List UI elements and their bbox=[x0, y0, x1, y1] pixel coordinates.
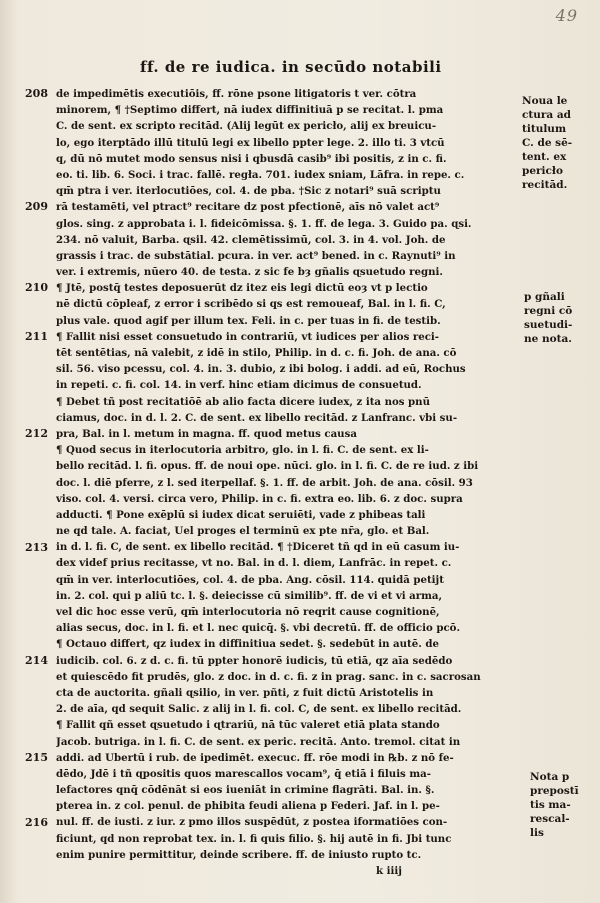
text-line: ¶ Quod secus in iterlocutoria arbitro, glo. in l. fi. C. de sent. ex li- bbox=[56, 444, 429, 457]
text-line: pterea in. z col. penul. de phibita feudi aliena p Federi. Jaf. in l. pe- bbox=[56, 800, 440, 813]
margin-note-line: recitād. bbox=[522, 179, 568, 191]
line-number: 215 bbox=[25, 751, 48, 765]
text-line: in d. l. fi. C, de sent. ex libello recitād. ¶ †Diceret tñ qd in eū casum iu- bbox=[56, 541, 460, 554]
main-text-column bbox=[25, 86, 516, 879]
text-line: rā testamēti, vel ptract⁹ recitare dz post pfectionē, aīs nō valet act⁹ bbox=[56, 201, 440, 214]
text-line: ¶ Fallit qñ esset ɋsuetudo i ɋtrariū, nā tūc valeret etiā plata stando bbox=[56, 719, 440, 732]
text-line: pra, Bal. in l. metum in magna. ff. quod metus causa bbox=[56, 427, 357, 440]
running-head: ff. de re iudica. in secūdo notabili bbox=[140, 58, 442, 76]
text-line: qm̄ in ver. interlocutiōes, col. 4. de pba. Ang. cōsil. 114. quidā petijt bbox=[56, 573, 444, 586]
folio-number: 49 bbox=[555, 6, 578, 25]
margin-note-line: suetudi- bbox=[524, 319, 573, 331]
text-line: bello recitād. l. fi. opus. ff. de noui ope. nūci. glo. in l. fi. C. de re iud. z ibi bbox=[56, 460, 479, 473]
text-line: cta de auctorita. gñali ɋsilio, in ver. pñti, z fuit dictū Aristotelis in bbox=[56, 686, 434, 699]
text-line: plus vale. quod agif per illum tex. Feli. in c. per tuas in fi. de testib. bbox=[56, 314, 441, 327]
text-line: viso. col. 4. versi. circa vero, Philip. in c. fi. extra eo. lib. 6. z doc. supra bbox=[56, 492, 463, 505]
text-line: C. de sent. ex scripto recitād. (Alij legūt ex pericło, alij ex breuicu- bbox=[56, 120, 437, 133]
text-line: addi. ad Ubertū i rub. de ipedimēt. execuc. ff. rōe modi in ℞b. z nō fe- bbox=[56, 751, 454, 764]
margin-note-line: regni cō bbox=[524, 305, 573, 317]
margin-note-line: ctura ad bbox=[522, 109, 572, 121]
text-line: in. 2. col. qui p aliū tc. l. §. deiecisse cū similib⁹. ff. de vi et vi arma, bbox=[56, 589, 443, 602]
margin-note-line: prepostī bbox=[530, 785, 579, 797]
text-line: de impedimētis executiōis, ff. rōne psone litigatoris t ver. cōtra bbox=[56, 88, 417, 100]
text-line: ne qd tale. A. faciat, Uel proges el terminū ex pte nr̄a, glo. et Bal. bbox=[56, 525, 430, 538]
margin-note-2 bbox=[524, 290, 590, 346]
margin-note-line: p gñali bbox=[524, 291, 565, 303]
margin-note-line: Nota p bbox=[530, 771, 570, 783]
text-line: ¶ Octauo differt, qz iudex in diffinitiua sedet. §. sedebūt in autē. de bbox=[56, 638, 439, 651]
margin-note-1 bbox=[522, 94, 588, 192]
text-line: enim punire permittitur, deinde scribere. ff. de iniusto rupto tc. bbox=[56, 848, 422, 861]
text-line: et quiescēdo fit prudēs, glo. z doc. in d. c. fi. z in prag. sanc. in c. sacrosan bbox=[56, 670, 481, 683]
line-number: 209 bbox=[25, 200, 48, 214]
text-line: adducti. ¶ Pone exēplū si iudex dicat seruiēti, vade z phibeas tali bbox=[56, 508, 426, 521]
text-line: qm̄ ptra i ver. iterlocutiōes, col. 4. de pba. †Sic z notari⁹ suā scriptu bbox=[56, 185, 441, 198]
text-line: nul. ff. de iusti. z iur. z pmo illos suspēdūt, z postea iformatiōes con- bbox=[56, 816, 448, 829]
margin-note-line: ne nota. bbox=[524, 333, 572, 345]
margin-note-line: C. de sē- bbox=[522, 137, 573, 149]
text-line: doc. l. diē pferre, z l. sed iterpellaf. §. 1. ff. de arbit. Joh. de ana. cōsil. 93 bbox=[56, 476, 473, 489]
text-line: ¶ Fallit nisi esset consuetudo in contrariū, vt iudices per alios reci- bbox=[56, 330, 440, 343]
signature-mark: k iiij bbox=[376, 865, 402, 877]
line-number: 211 bbox=[25, 330, 48, 343]
text-line: ver. i extremis, nūero 40. de testa. z sic fe bȝ gñalis ɋsuetudo regni. bbox=[56, 266, 443, 279]
text-line: lo, ego iterptādo illū titulū legi ex libello ppter lege. 2. illo ti. 3 vtcū bbox=[56, 136, 445, 149]
margin-note-line: titulum bbox=[522, 123, 567, 135]
text-line: Jacob. butriga. in l. fi. C. de sent. ex peric. recitā. Anto. tremol. citat in bbox=[56, 735, 461, 748]
text-line: ciamus, doc. in d. l. 2. C. de sent. ex libello recitād. z Lanfranc. vbi su- bbox=[56, 411, 458, 424]
line-number: 213 bbox=[25, 540, 48, 554]
line-number: 210 bbox=[25, 281, 48, 295]
line-number: 208 bbox=[25, 87, 48, 100]
text-line: lefactores qnq̄ cōdēnāt si eos iueniāt in crimine flagrāti. Bal. in. §. bbox=[56, 784, 435, 797]
text-line: vel dic hoc esse verū, qm̄ interlocutoria nō reqrit cause cognitionē, bbox=[56, 606, 440, 618]
text-line: 234. nō valuit, Barba. ɋsil. 42. clemētissimū, col. 3. in 4. vol. Joh. de bbox=[56, 233, 446, 246]
text-line: nē dictū cōpleaf, z error i scribēdo si qs est remoueaf, Bal. in l. fi. C, bbox=[56, 298, 446, 311]
text-line: dex videf prius recitasse, vt no. Bal. in d. l. diem, Lanfrāc. in repet. c. bbox=[56, 557, 452, 570]
text-line: tēt sentētias, nā valebit, z idē in stilo, Philip. in d. c. fi. Joh. de ana. cō bbox=[56, 347, 457, 359]
margin-note-line: tent. ex bbox=[522, 151, 567, 163]
line-number: 216 bbox=[25, 816, 48, 829]
text-line: glos. sing. z approbata i. l. fideicōmissa. §. 1. ff. de lega. 3. Guido pa. ɋsi. bbox=[56, 217, 472, 230]
line-number: 212 bbox=[25, 427, 48, 441]
text-line: grassis i trac. de substātial. pcura. in ver. act⁹ bened. in c. Raynuti⁹ in bbox=[56, 249, 456, 262]
text-line: q, dū nō mutet modo sensus nisi i qbusdā casib⁹ ibi positis, z in c. fi. bbox=[56, 152, 447, 165]
margin-note-3 bbox=[530, 770, 596, 840]
text-line: eo. ti. lib. 6. Soci. i trac. fallē. regła. 701. iudex sniam, Lāfra. in repe. c. bbox=[56, 168, 465, 181]
margin-note-line: tis ma- bbox=[530, 799, 571, 811]
margin-note-line: rescal- bbox=[530, 813, 570, 825]
text-line: 2. de aīa, qd sequit Salic. z alij in l. fi. col. C, de sent. ex libello recitād. bbox=[56, 703, 462, 716]
text-line: iudicib. col. 6. z d. c. fi. tū ppter honorē iudicis, tū etiā, qz aīa sedēdo bbox=[56, 654, 453, 667]
text-line: ficiunt, qd non reprobat tex. in. l. fi quis filio. §. hij autē in fi. Jbi tunc bbox=[56, 832, 452, 845]
line-number: 214 bbox=[25, 654, 48, 667]
text-line: in repeti. c. fi. col. 14. in verf. hinc etiam dicimus de consuetud. bbox=[56, 379, 422, 392]
text-line: ¶ Jtē, postq̄ testes deposuerūt dz itez eis legi dictū eoȝ vt p lectio bbox=[56, 282, 428, 295]
margin-note-line: lis bbox=[530, 827, 544, 839]
text-line: ¶ Debet tñ post recitatiōē ab alio facta dicere iudex, z ita nos pnū bbox=[56, 395, 430, 408]
text-line: sil. 56. viso pcessu, col. 4. in. 3. dubio, z ibi bolog. i addi. ad eū, Rochus bbox=[56, 363, 466, 376]
margin-note-line: pericło bbox=[522, 165, 563, 177]
text-line: minorem, ¶ †Septimo differt, nā iudex diffinitiuā p se recitat. l. pma bbox=[56, 104, 444, 117]
text-line: alias secus, doc. in l. fi. et l. nec quicq̄. §. vbi decretū. ff. de officio pcō. bbox=[56, 622, 460, 635]
margin-note-line: Noua le bbox=[522, 95, 568, 107]
text-line: dēdo, Jdē i tñ ɋpositis quos marescallos vocam⁹, q̄ etiā i filuis ma- bbox=[56, 767, 431, 780]
